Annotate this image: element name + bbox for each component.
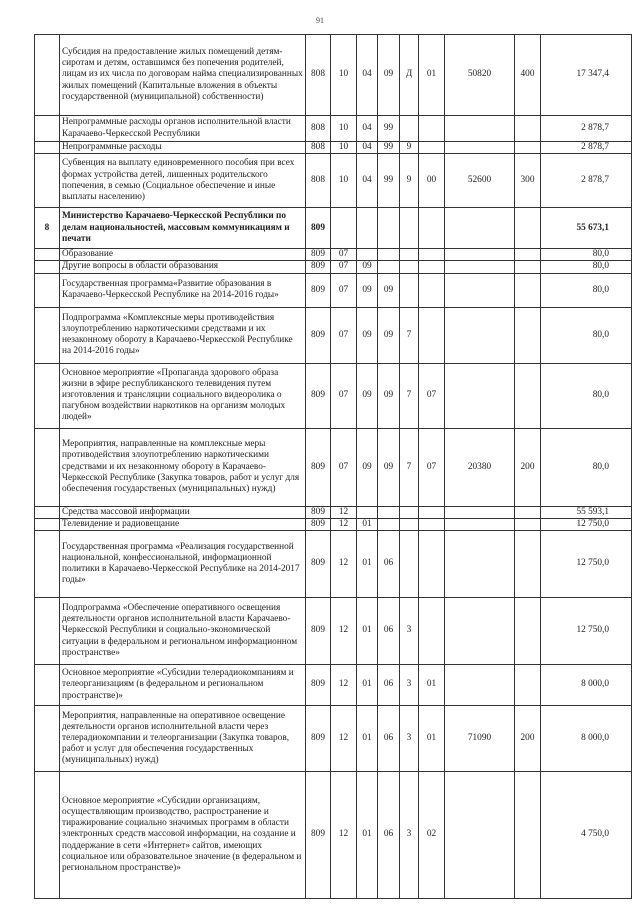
table-row <box>35 506 632 518</box>
expense-type-code: 200 <box>515 428 541 506</box>
expense-type-code <box>515 273 541 307</box>
table-row <box>35 531 632 598</box>
subsection-code: 04 <box>357 142 378 154</box>
ministry-code: 809 <box>306 208 331 249</box>
direction-code <box>445 116 515 142</box>
direction-code <box>445 518 515 530</box>
row-description: Подпрограмма «Обеспечение оперативного освещения деятельности органов исполнительной власти Карачаево-Черкесской Республики и социально-экономической ситуации в федеральном и региональном информационном пространстве» <box>60 598 306 665</box>
row-number <box>35 249 60 261</box>
table-row <box>35 598 632 665</box>
table-row <box>35 208 632 249</box>
program-code: 09 <box>378 273 400 307</box>
direction-code <box>445 142 515 154</box>
subsection-code: 01 <box>357 598 378 665</box>
expense-type-code <box>515 249 541 261</box>
row-number <box>35 142 60 154</box>
row-amount: 80,0 <box>541 307 632 363</box>
ministry-code: 809 <box>306 428 331 506</box>
section-code: 12 <box>331 518 357 530</box>
section-code: 12 <box>331 772 357 899</box>
program-code: 06 <box>378 706 400 772</box>
row-amount: 12 750,0 <box>541 531 632 598</box>
row-amount: 2 878,7 <box>541 154 632 208</box>
section-code: 10 <box>331 116 357 142</box>
row-amount: 12 750,0 <box>541 598 632 665</box>
row-number <box>35 706 60 772</box>
ministry-code: 809 <box>306 273 331 307</box>
subprogram-code <box>400 208 419 249</box>
table-row <box>35 428 632 506</box>
subsection-code: 09 <box>357 363 378 428</box>
section-code: 12 <box>331 531 357 598</box>
table-row <box>35 116 632 142</box>
expense-type-code <box>515 363 541 428</box>
program-code <box>378 506 400 518</box>
direction-code: 71090 <box>445 706 515 772</box>
row-number <box>35 428 60 506</box>
table-row <box>35 249 632 261</box>
ministry-code: 808 <box>306 35 331 116</box>
event-code <box>419 249 445 261</box>
table-row <box>35 273 632 307</box>
table-row <box>35 35 632 116</box>
ministry-code: 809 <box>306 261 331 273</box>
ministry-code: 809 <box>306 363 331 428</box>
table-row <box>35 142 632 154</box>
direction-code <box>445 506 515 518</box>
direction-code <box>445 531 515 598</box>
section-code: 12 <box>331 706 357 772</box>
section-code: 12 <box>331 506 357 518</box>
event-code <box>419 598 445 665</box>
section-code: 07 <box>331 363 357 428</box>
row-amount: 80,0 <box>541 428 632 506</box>
row-description: Основное мероприятие «Пропаганда здорового образа жизни в эфире республиканского телевидения путем изготовления и трансляции социального видеоролика о пагубном воздействии наркотиков на организм молодых людей» <box>60 363 306 428</box>
event-code: 01 <box>419 35 445 116</box>
table-row <box>35 154 632 208</box>
expense-type-code <box>515 506 541 518</box>
ministry-code: 809 <box>306 772 331 899</box>
program-code: 06 <box>378 772 400 899</box>
event-code <box>419 116 445 142</box>
expense-type-code <box>515 598 541 665</box>
section-code: 07 <box>331 428 357 506</box>
subprogram-code <box>400 273 419 307</box>
row-number <box>35 772 60 899</box>
row-description: Государственная программа«Развитие образования в Карачаево-Черкесской Республике на 2014-2016 годы» <box>60 273 306 307</box>
subprogram-code: 3 <box>400 598 419 665</box>
row-number: 8 <box>35 208 60 249</box>
subprogram-code <box>400 261 419 273</box>
row-description: Непрограммные расходы органов исполнительной власти Карачаево-Черкесской Республики <box>60 116 306 142</box>
subprogram-code: 7 <box>400 363 419 428</box>
direction-code <box>445 665 515 706</box>
event-code <box>419 531 445 598</box>
row-amount: 80,0 <box>541 273 632 307</box>
budget-table <box>34 34 632 899</box>
row-number <box>35 598 60 665</box>
direction-code <box>445 772 515 899</box>
row-amount: 80,0 <box>541 261 632 273</box>
program-code: 09 <box>378 363 400 428</box>
direction-code <box>445 307 515 363</box>
event-code <box>419 273 445 307</box>
direction-code: 20380 <box>445 428 515 506</box>
row-number <box>35 518 60 530</box>
subprogram-code: 7 <box>400 307 419 363</box>
table-row <box>35 518 632 530</box>
subsection-code: 01 <box>357 531 378 598</box>
subsection-code <box>357 506 378 518</box>
expense-type-code <box>515 518 541 530</box>
program-code: 09 <box>378 307 400 363</box>
row-amount: 4 750,0 <box>541 772 632 899</box>
row-number <box>35 531 60 598</box>
direction-code <box>445 208 515 249</box>
row-description: Телевидение и радиовещание <box>60 518 306 530</box>
row-description: Государственная программа «Реализация государственной национальной, конфессиональной, информационной политики в Карачаево-Черкесской Республике на 2014-2017 годы» <box>60 531 306 598</box>
expense-type-code <box>515 261 541 273</box>
subprogram-code <box>400 531 419 598</box>
section-code: 10 <box>331 154 357 208</box>
program-code <box>378 261 400 273</box>
event-code <box>419 261 445 273</box>
direction-code <box>445 598 515 665</box>
direction-code: 50820 <box>445 35 515 116</box>
section-code: 07 <box>331 249 357 261</box>
ministry-code: 808 <box>306 142 331 154</box>
row-number <box>35 261 60 273</box>
subsection-code: 04 <box>357 35 378 116</box>
row-description: Средства массовой информации <box>60 506 306 518</box>
direction-code: 52600 <box>445 154 515 208</box>
subprogram-code: 3 <box>400 665 419 706</box>
event-code: 00 <box>419 154 445 208</box>
row-number <box>35 116 60 142</box>
program-code: 99 <box>378 142 400 154</box>
row-number <box>35 506 60 518</box>
expense-type-code <box>515 307 541 363</box>
row-description: Мероприятия, направленные на комплексные меры противодействия злоупотреблению наркотическими средствами и их незаконному обороту в Карачаево-Черкесской Республике (Закупка товаров, работ и услуг для обеспечения государственых (муниципальных) нужд) <box>60 428 306 506</box>
subsection-code: 04 <box>357 116 378 142</box>
row-number <box>35 363 60 428</box>
expense-type-code <box>515 772 541 899</box>
subsection-code: 01 <box>357 706 378 772</box>
subsection-code: 01 <box>357 518 378 530</box>
program-code: 99 <box>378 154 400 208</box>
event-code <box>419 518 445 530</box>
row-amount: 12 750,0 <box>541 518 632 530</box>
subsection-code: 04 <box>357 154 378 208</box>
subsection-code: 09 <box>357 273 378 307</box>
event-code <box>419 142 445 154</box>
row-number <box>35 307 60 363</box>
ministry-code: 809 <box>306 518 331 530</box>
row-amount: 55 673,1 <box>541 208 632 249</box>
row-description: Основное мероприятие «Субсидии организациям, осуществляющим производство, распространение и тиражирование социально значимых программ в области электронных средств массовой информации, на создание и поддержание в сети «Интернет» сайтов, имеющих социальное или образовательное значение (в федеральном и региональном пространстве)» <box>60 772 306 899</box>
subprogram-code <box>400 506 419 518</box>
ministry-code: 808 <box>306 116 331 142</box>
row-amount: 2 878,7 <box>541 142 632 154</box>
event-code: 07 <box>419 428 445 506</box>
expense-type-code <box>515 116 541 142</box>
subprogram-code: Д <box>400 35 419 116</box>
row-number <box>35 35 60 116</box>
row-description: Министерство Карачаево-Черкесской Республики по делам национальностей, массовым коммуникациям и печати <box>60 208 306 249</box>
subprogram-code: 9 <box>400 142 419 154</box>
table-row <box>35 665 632 706</box>
expense-type-code: 400 <box>515 35 541 116</box>
subsection-code: 09 <box>357 428 378 506</box>
row-amount: 2 878,7 <box>541 116 632 142</box>
ministry-code: 809 <box>306 506 331 518</box>
program-code: 09 <box>378 428 400 506</box>
row-description: Мероприятия, направленные на оперативное освещение деятельности органов исполнительной власти через телерадиокомпании и телеорганизации (Закупка товаров, работ и услуг для обеспечения государственных (муниципальных) нужд) <box>60 706 306 772</box>
section-code: 12 <box>331 598 357 665</box>
subsection-code: 01 <box>357 772 378 899</box>
section-code: 07 <box>331 261 357 273</box>
subprogram-code <box>400 518 419 530</box>
ministry-code: 809 <box>306 249 331 261</box>
program-code: 99 <box>378 116 400 142</box>
table-row <box>35 772 632 899</box>
program-code: 06 <box>378 665 400 706</box>
row-description: Непрограммные расходы <box>60 142 306 154</box>
ministry-code: 809 <box>306 665 331 706</box>
table-row <box>35 363 632 428</box>
section-code: 10 <box>331 35 357 116</box>
event-code <box>419 506 445 518</box>
event-code <box>419 208 445 249</box>
program-code: 09 <box>378 35 400 116</box>
program-code: 06 <box>378 598 400 665</box>
section-code: 07 <box>331 273 357 307</box>
row-amount: 80,0 <box>541 363 632 428</box>
subprogram-code: 3 <box>400 772 419 899</box>
expense-type-code <box>515 531 541 598</box>
event-code: 02 <box>419 772 445 899</box>
ministry-code: 808 <box>306 154 331 208</box>
subsection-code: 09 <box>357 307 378 363</box>
expense-type-code: 300 <box>515 154 541 208</box>
direction-code <box>445 249 515 261</box>
row-amount: 8 000,0 <box>541 665 632 706</box>
subprogram-code <box>400 249 419 261</box>
event-code: 01 <box>419 706 445 772</box>
section-code: 10 <box>331 142 357 154</box>
event-code <box>419 307 445 363</box>
program-code: 06 <box>378 531 400 598</box>
row-description: Субсидия на предоставление жилых помещений детям-сиротам и детям, оставшимся без попечения родителей, лицам из их числа по договорам найма специализированных жилых помещений (Капитальные вложения в объекты государственной (муниципальной) собственности) <box>60 35 306 116</box>
subprogram-code <box>400 116 419 142</box>
event-code: 01 <box>419 665 445 706</box>
section-code: 12 <box>331 665 357 706</box>
program-code <box>378 249 400 261</box>
row-amount: 8 000,0 <box>541 706 632 772</box>
row-description: Подпрограмма «Комплексные меры противодействия злоупотреблению наркотическими средствами и их незаконному обороту в Карачаево-Черкесской Республике на 2014-2016 годы» <box>60 307 306 363</box>
expense-type-code: 200 <box>515 706 541 772</box>
table-row <box>35 706 632 772</box>
section-code <box>331 208 357 249</box>
row-number <box>35 154 60 208</box>
table-row <box>35 261 632 273</box>
subprogram-code: 9 <box>400 154 419 208</box>
ministry-code: 809 <box>306 307 331 363</box>
row-number <box>35 273 60 307</box>
subsection-code <box>357 249 378 261</box>
table-row <box>35 307 632 363</box>
subprogram-code: 7 <box>400 428 419 506</box>
direction-code <box>445 273 515 307</box>
subsection-code: 09 <box>357 261 378 273</box>
expense-type-code <box>515 208 541 249</box>
expense-type-code <box>515 665 541 706</box>
event-code: 07 <box>419 363 445 428</box>
page-number: 91 <box>316 16 324 25</box>
row-amount: 17 347,4 <box>541 35 632 116</box>
direction-code <box>445 363 515 428</box>
row-amount: 80,0 <box>541 249 632 261</box>
row-description: Другие вопросы в области образования <box>60 261 306 273</box>
direction-code <box>445 261 515 273</box>
row-number <box>35 665 60 706</box>
subsection-code <box>357 208 378 249</box>
subsection-code: 01 <box>357 665 378 706</box>
subprogram-code: 3 <box>400 706 419 772</box>
row-amount: 55 593,1 <box>541 506 632 518</box>
ministry-code: 809 <box>306 531 331 598</box>
row-description: Основное мероприятие «Субсидии телерадиокомпаниям и телеорганизациям (в федеральном и региональном пространстве)» <box>60 665 306 706</box>
ministry-code: 809 <box>306 598 331 665</box>
row-description: Субвенция на выплату единовременного пособия при всех формах устройства детей, лишенных родительского попечения, в семью (Социальное обеспечение и иные выплаты населению) <box>60 154 306 208</box>
section-code: 07 <box>331 307 357 363</box>
expense-type-code <box>515 142 541 154</box>
row-description: Образование <box>60 249 306 261</box>
program-code <box>378 518 400 530</box>
program-code <box>378 208 400 249</box>
ministry-code: 809 <box>306 706 331 772</box>
